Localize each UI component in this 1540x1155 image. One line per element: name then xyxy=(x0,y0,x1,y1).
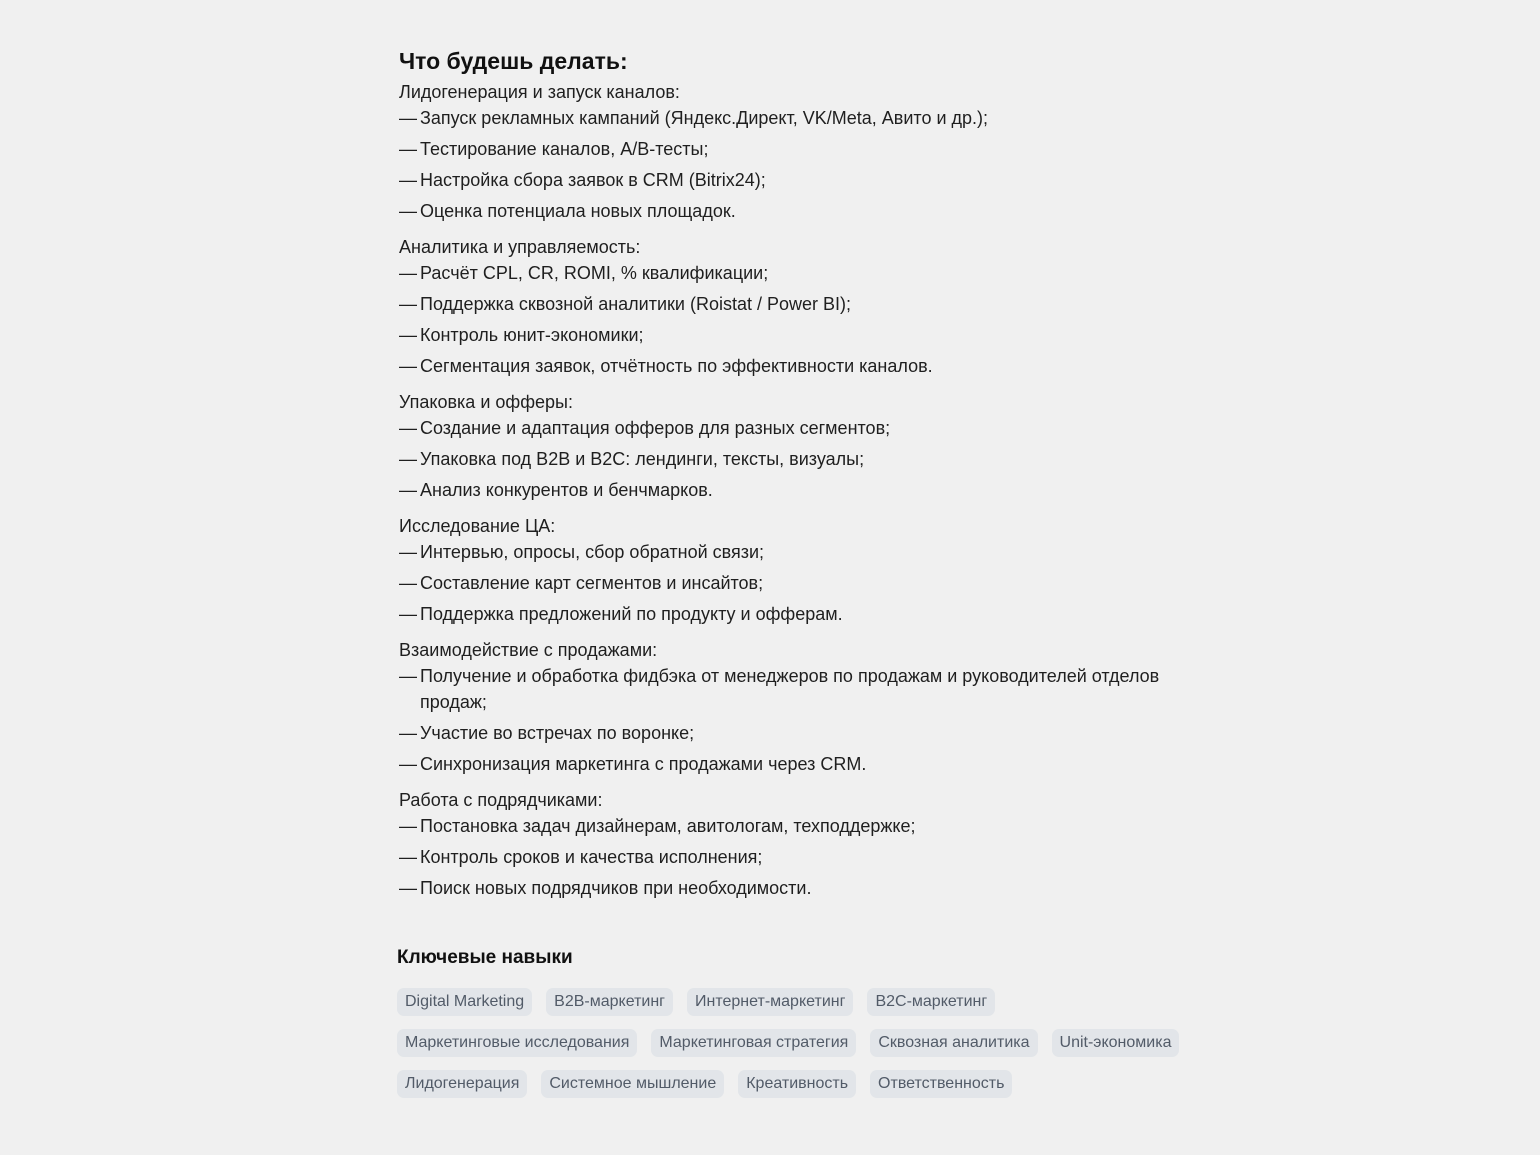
duty-list xyxy=(399,539,1189,627)
duty-list xyxy=(399,813,1189,901)
skill-tag[interactable]: Маркетинговая стратегия xyxy=(651,1029,856,1057)
list-item: — Получение и обработка фидбэка от менеджеров по продажам и руководителей отделов продаж; xyxy=(399,663,1189,715)
list-item: — Поддержка сквозной аналитики (Roistat / Power BI); xyxy=(399,291,1189,317)
list-item: — Запуск рекламных кампаний (Яндекс.Директ, VK/Meta, Авито и др.); xyxy=(399,105,1189,131)
skill-tag[interactable]: Интернет-маркетинг xyxy=(687,988,853,1016)
dash-bullet: — xyxy=(399,449,417,469)
skill-tag[interactable]: Ответственность xyxy=(870,1070,1012,1098)
list-item: — Поддержка предложений по продукту и офферам. xyxy=(399,601,1189,627)
dash-bullet: — xyxy=(399,666,417,686)
skill-tag[interactable]: Креативность xyxy=(738,1070,856,1098)
dash-bullet: — xyxy=(399,418,417,438)
dash-bullet: — xyxy=(399,542,417,562)
dash-bullet: — xyxy=(399,170,417,190)
duties-section xyxy=(399,389,1189,503)
list-item: — Постановка задач дизайнерам, авитологам, техподдержке; xyxy=(399,813,1189,839)
dash-bullet: — xyxy=(399,480,417,500)
list-item: — Поиск новых подрядчиков при необходимости. xyxy=(399,875,1189,901)
list-item: — Контроль сроков и качества исполнения; xyxy=(399,844,1189,870)
skill-tag[interactable]: B2C-маркетинг xyxy=(867,988,995,1016)
duty-list xyxy=(399,415,1189,503)
dash-bullet: — xyxy=(399,139,417,159)
dash-bullet: — xyxy=(399,604,417,624)
skill-tags xyxy=(397,988,1187,1098)
skill-tag[interactable]: B2B-маркетинг xyxy=(546,988,673,1016)
duties-heading: Что будешь делать: xyxy=(399,48,628,74)
skill-tag[interactable]: Системное мышление xyxy=(541,1070,724,1098)
list-item: — Анализ конкурентов и бенчмарков. xyxy=(399,477,1189,503)
list-item: — Тестирование каналов, A/B-тесты; xyxy=(399,136,1189,162)
dash-bullet: — xyxy=(399,108,417,128)
list-item: — Упаковка под B2B и B2C: лендинги, тексты, визуалы; xyxy=(399,446,1189,472)
duties-section xyxy=(399,79,1189,224)
skill-tag[interactable]: Сквозная аналитика xyxy=(870,1029,1037,1057)
section-title: Аналитика и управляемость: xyxy=(399,237,641,257)
dash-bullet: — xyxy=(399,847,417,867)
duty-list xyxy=(399,260,1189,379)
duty-list xyxy=(399,663,1189,777)
list-item: — Составление карт сегментов и инсайтов; xyxy=(399,570,1189,596)
dash-bullet: — xyxy=(399,325,417,345)
key-skills-title: Ключевые навыки xyxy=(397,947,573,968)
list-item: — Интервью, опросы, сбор обратной связи; xyxy=(399,539,1189,565)
key-skills-block xyxy=(397,944,1197,1098)
duties-block xyxy=(399,46,1189,911)
dash-bullet: — xyxy=(399,201,417,221)
duties-section xyxy=(399,637,1189,777)
skill-tag[interactable]: Маркетинговые исследования xyxy=(397,1029,637,1057)
dash-bullet: — xyxy=(399,294,417,314)
skill-tag[interactable]: Unit-экономика xyxy=(1052,1029,1180,1057)
dash-bullet: — xyxy=(399,723,417,743)
list-item: — Контроль юнит-экономики; xyxy=(399,322,1189,348)
dash-bullet: — xyxy=(399,263,417,283)
list-item: — Участие во встречах по воронке; xyxy=(399,720,1189,746)
list-item: — Сегментация заявок, отчётность по эффективности каналов. xyxy=(399,353,1189,379)
skill-tag[interactable]: Лидогенерация xyxy=(397,1070,527,1098)
list-item: — Создание и адаптация офферов для разных сегментов; xyxy=(399,415,1189,441)
list-item: — Расчёт CPL, CR, ROMI, % квалификации; xyxy=(399,260,1189,286)
duty-list xyxy=(399,105,1189,224)
list-item: — Настройка сбора заявок в CRM (Bitrix24); xyxy=(399,167,1189,193)
duties-section xyxy=(399,234,1189,379)
dash-bullet: — xyxy=(399,573,417,593)
dash-bullet: — xyxy=(399,356,417,376)
section-title: Лидогенерация и запуск каналов: xyxy=(399,82,680,102)
skill-tag[interactable]: Digital Marketing xyxy=(397,988,532,1016)
section-title: Исследование ЦА: xyxy=(399,516,556,536)
list-item: — Синхронизация маркетинга с продажами через CRM. xyxy=(399,751,1189,777)
section-title: Взаимодействие с продажами: xyxy=(399,640,658,660)
section-title: Работа с подрядчиками: xyxy=(399,790,603,810)
dash-bullet: — xyxy=(399,878,417,898)
duties-section xyxy=(399,787,1189,901)
duties-section xyxy=(399,513,1189,627)
dash-bullet: — xyxy=(399,754,417,774)
dash-bullet: — xyxy=(399,816,417,836)
list-item: — Оценка потенциала новых площадок. xyxy=(399,198,1189,224)
section-title: Упаковка и офферы: xyxy=(399,392,573,412)
